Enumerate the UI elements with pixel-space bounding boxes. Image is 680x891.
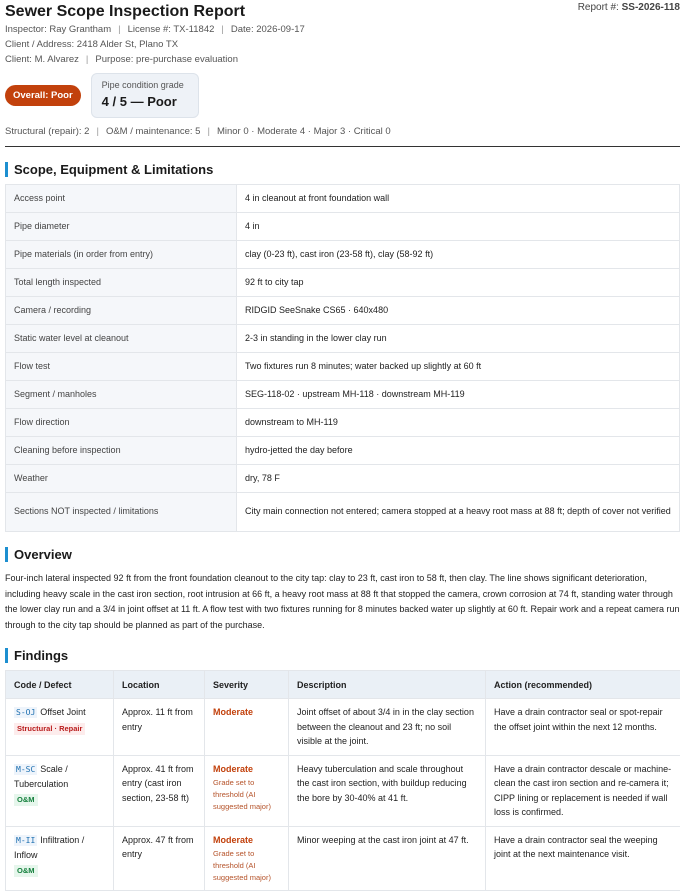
count-severity: Minor 0 · Moderate 4 · Major 3 · Critical 0	[217, 126, 391, 137]
col-header-action: Action (recommended)	[486, 671, 680, 699]
row-value: SEG-118-02 · upstream MH-118 · downstream MH-119	[237, 381, 680, 409]
purpose: Purpose: pre-purchase evaluation	[95, 54, 238, 65]
overview-heading	[5, 544, 680, 564]
defect-name: Scale / Tuberculation	[14, 764, 68, 790]
report-page	[5, 0, 680, 891]
row-key: Pipe materials (in order from entry)	[6, 241, 237, 269]
row-value: 4 in cleanout at front foundation wall	[237, 185, 680, 213]
row-value: RIDGID SeeSnake CS65 · 640x480	[237, 297, 680, 325]
scope-table	[5, 184, 680, 532]
section-accent-bar	[5, 648, 8, 663]
defect-name: Infiltration / Inflow	[14, 835, 84, 861]
findings-heading-text: Findings	[14, 648, 68, 663]
table-row	[6, 213, 680, 241]
grade-row	[5, 73, 680, 117]
table-row	[6, 297, 680, 325]
row-key: Camera / recording	[6, 297, 237, 325]
finding-location: Approx. 11 ft from entry	[114, 699, 205, 756]
col-header-code: Code / Defect	[6, 671, 114, 699]
table-row	[6, 755, 680, 826]
severity-label: Moderate	[213, 835, 253, 845]
severity-note: Grade set to threshold (AI suggested major)	[213, 777, 280, 813]
defect-name: Offset Joint	[40, 707, 85, 717]
row-key: Weather	[6, 465, 237, 493]
row-key: Flow test	[6, 353, 237, 381]
finding-location: Approx. 47 ft from entry	[114, 826, 205, 891]
row-key: Cleaning before inspection	[6, 437, 237, 465]
table-row	[6, 325, 680, 353]
finding-action: Have a drain contractor descale or machine-clean the cast iron section and re-camera it; CIPP lining or replacement is needed if wall loss is confirmed.	[486, 755, 680, 826]
category-tag: Structural · Repair	[14, 723, 85, 735]
section-accent-bar	[5, 547, 8, 562]
inspector: Inspector: Ray Grantham	[5, 24, 111, 35]
meta-line-1: Inspector: Ray Grantham | License #: TX-11842 | Date: 2026-09-17	[5, 22, 680, 37]
col-header-severity: Severity	[205, 671, 289, 699]
table-row	[6, 185, 680, 213]
overview-heading-text: Overview	[14, 547, 72, 562]
findings-table	[5, 670, 680, 891]
row-value: 4 in	[237, 213, 680, 241]
finding-location: Approx. 41 ft from entry (cast iron section, 23-58 ft)	[114, 755, 205, 826]
row-value: City main connection not entered; camera stopped at a heavy root mass at 88 ft; depth of cover not verified	[237, 493, 680, 532]
table-row	[6, 493, 680, 532]
table-row	[6, 353, 680, 381]
defect-code: M-SC	[14, 764, 37, 775]
defect-code: S-OJ	[14, 707, 37, 718]
report-number	[578, 2, 680, 13]
row-value: Two fixtures run 8 minutes; water backed up slightly at 60 ft	[237, 353, 680, 381]
severity-label: Moderate	[213, 764, 253, 774]
findings-heading	[5, 645, 680, 665]
date: Date: 2026-09-17	[231, 24, 305, 35]
section-accent-bar	[5, 162, 8, 177]
table-row	[6, 381, 680, 409]
page-title: Sewer Scope Inspection Report	[5, 0, 680, 22]
finding-code-cell	[6, 755, 114, 826]
grade-card	[91, 73, 199, 118]
report-number-value: SS-2026-118	[622, 2, 680, 13]
finding-action: Have a drain contractor seal or spot-repair the offset joint within the next 12 months.	[486, 699, 680, 756]
table-row	[6, 241, 680, 269]
row-value: clay (0-23 ft), cast iron (23-58 ft), clay (58-92 ft)	[237, 241, 680, 269]
grade-card-label: Pipe condition grade	[102, 79, 188, 91]
report-number-label: Report #:	[578, 2, 619, 13]
row-value: 2-3 in standing in the lower clay run	[237, 325, 680, 353]
category-tag: O&M	[14, 865, 38, 877]
table-row	[6, 437, 680, 465]
defect-counts: Structural (repair): 2 | O&M / maintenance: 5 | Minor 0 · Moderate 4 · Major 3 · Critical 0	[5, 126, 680, 147]
row-key: Total length inspected	[6, 269, 237, 297]
row-key: Pipe diameter	[6, 213, 237, 241]
finding-code-cell	[6, 699, 114, 756]
finding-description: Minor weeping at the cast iron joint at 47 ft.	[289, 826, 486, 891]
overview-text: Four-inch lateral inspected 92 ft from the front foundation cleanout to the city tap: clay to 23 ft, cast iron to 58 ft, then clay. The line shows significant deterioration, including heavy scale in the cast iron section, root intrusion at 66 ft, a heavy root mass at 88 ft that stopped the camera, crown corrosion at 74 ft, standing water through the lower clay run and a 3/4 in joint offset at 11 ft. A flow test with two fixtures running for 8 minutes backed water up slightly at 60 ft. Repair work and a repeat camera run through to the city tap should be planned as part of the purchase.	[5, 571, 680, 633]
defect-code: M-II	[14, 835, 37, 846]
row-value: downstream to MH-119	[237, 409, 680, 437]
table-row	[6, 409, 680, 437]
row-value: hydro-jetted the day before	[237, 437, 680, 465]
grade-card-value: 4 / 5 — Poor	[102, 93, 188, 111]
meta-line-3: Client: M. Alvarez | Purpose: pre-purchase evaluation	[5, 52, 680, 67]
col-header-description: Description	[289, 671, 486, 699]
table-row	[6, 465, 680, 493]
finding-severity-cell	[205, 755, 289, 826]
row-key: Static water level at cleanout	[6, 325, 237, 353]
row-value: 92 ft to city tap	[237, 269, 680, 297]
count-om: O&M / maintenance: 5	[106, 126, 201, 137]
scope-heading	[5, 159, 680, 179]
category-tag: O&M	[14, 794, 38, 806]
row-key: Flow direction	[6, 409, 237, 437]
col-header-location: Location	[114, 671, 205, 699]
count-structural: Structural (repair): 2	[5, 126, 89, 137]
meta-line-2: Client / Address: 2418 Alder St, Plano TX	[5, 37, 680, 52]
row-value: dry, 78 F	[237, 465, 680, 493]
row-key: Access point	[6, 185, 237, 213]
table-row	[6, 699, 680, 756]
license: License #: TX-11842	[128, 24, 215, 35]
client: Client: M. Alvarez	[5, 54, 79, 65]
severity-label: Moderate	[213, 707, 253, 717]
finding-description: Heavy tuberculation and scale throughout the cast iron section, with buildup reducing the bore by 30-40% at 41 ft.	[289, 755, 486, 826]
severity-note: Grade set to threshold (AI suggested major)	[213, 848, 280, 884]
finding-description: Joint offset of about 3/4 in in the clay section between the cleanout and 23 ft; no soil visible at the joint.	[289, 699, 486, 756]
row-key: Segment / manholes	[6, 381, 237, 409]
finding-action: Have a drain contractor seal the weeping joint at the next maintenance visit.	[486, 826, 680, 891]
overall-badge: Overall: Poor	[5, 85, 81, 106]
table-row	[6, 269, 680, 297]
finding-severity-cell	[205, 699, 289, 756]
findings-header-row	[6, 671, 680, 699]
scope-heading-text: Scope, Equipment & Limitations	[14, 162, 213, 177]
row-key: Sections NOT inspected / limitations	[6, 493, 237, 532]
